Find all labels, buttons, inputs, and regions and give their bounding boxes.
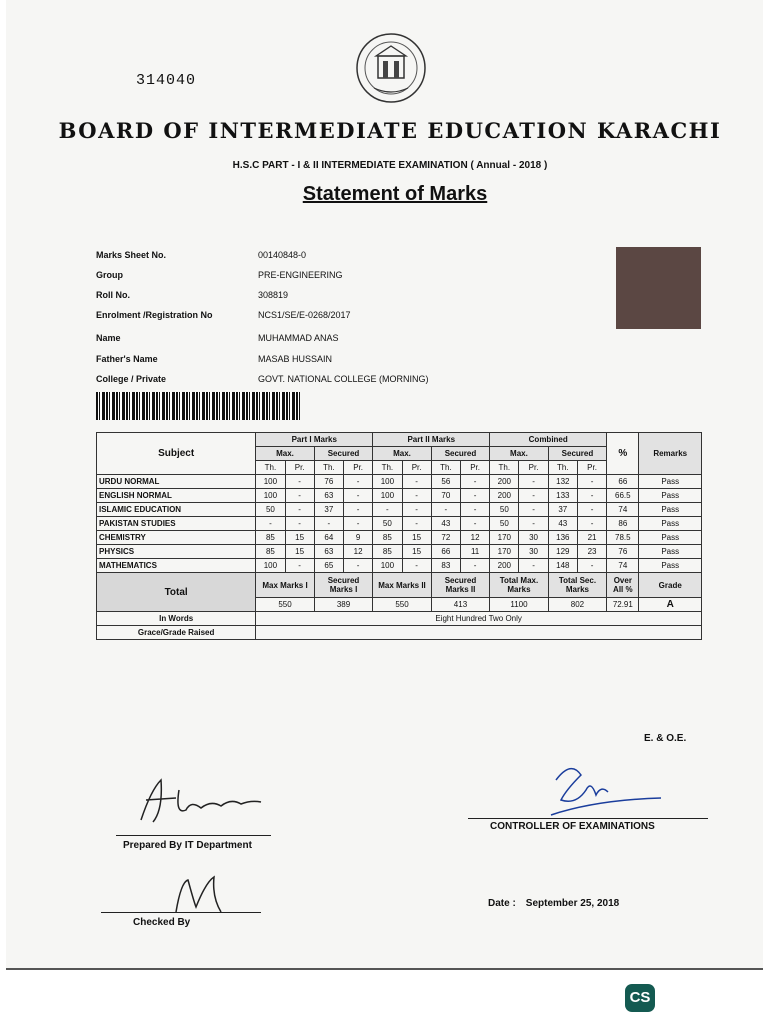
- mark-cell-c-sec-th: 148: [548, 559, 577, 573]
- total-value: 389: [314, 598, 373, 612]
- date-label: Date :: [488, 898, 516, 909]
- pr-header: Pr.: [577, 461, 606, 475]
- mark-cell-pct: 66: [607, 475, 639, 489]
- mark-cell-p2-max-th: 50: [373, 517, 402, 531]
- total-value: 550: [256, 598, 314, 612]
- p1-max-header: Max.: [256, 447, 314, 461]
- table-row: [97, 489, 702, 503]
- exam-title: H.S.C PART - I & II INTERMEDIATE EXAMINATION ( Annual - 2018 ): [232, 160, 548, 171]
- total-header: Total Max. Marks: [490, 573, 548, 598]
- total-header: Max Marks II: [373, 573, 431, 598]
- pr-header: Pr.: [460, 461, 489, 475]
- table-row: [97, 559, 702, 573]
- student-photo: [616, 247, 701, 329]
- subject-name: ENGLISH NORMAL: [97, 489, 256, 503]
- mark-cell-pct: 74: [607, 559, 639, 573]
- mark-cell-p2-max-pr: -: [402, 503, 431, 517]
- mark-cell-p1-max-th: 50: [256, 503, 285, 517]
- subject-name: PHYSICS: [97, 545, 256, 559]
- mark-cell-p1-max-pr: 15: [285, 531, 314, 545]
- mark-cell-pct: 66.5: [607, 489, 639, 503]
- prepared-by-signature: [131, 770, 271, 830]
- mark-cell-p2-max-th: 85: [373, 531, 402, 545]
- mark-cell-c-max-th: 170: [490, 545, 519, 559]
- mark-cell-c-sec-pr: 23: [577, 545, 606, 559]
- mark-cell-remarks: Pass: [639, 531, 702, 545]
- mark-cell-p2-max-th: -: [373, 503, 402, 517]
- total-header: Over All %: [607, 573, 639, 598]
- mark-cell-pct: 86: [607, 517, 639, 531]
- mark-cell-p2-sec-pr: 11: [460, 545, 489, 559]
- controller-signature: [546, 760, 676, 830]
- board-title: BOARD OF INTERMEDIATE EDUCATION KARACHI: [58, 118, 722, 143]
- marks-table: [96, 432, 702, 640]
- total-label: Total: [97, 573, 256, 612]
- th-header: Th.: [373, 461, 402, 475]
- mark-cell-p2-sec-th: 66: [431, 545, 460, 559]
- remarks-header: Remarks: [639, 433, 702, 475]
- mark-cell-p1-max-th: 100: [256, 489, 285, 503]
- mark-cell-p2-sec-th: -: [431, 503, 460, 517]
- subject-name: URDU NORMAL: [97, 475, 256, 489]
- mark-cell-c-max-th: 170: [490, 531, 519, 545]
- mark-cell-p2-sec-pr: -: [460, 489, 489, 503]
- date-value: September 25, 2018: [525, 898, 620, 909]
- group-value: PRE-ENGINEERING: [258, 270, 343, 280]
- subject-name: ISLAMIC EDUCATION: [97, 503, 256, 517]
- mark-cell-p1-max-pr: -: [285, 503, 314, 517]
- mark-cell-p2-max-th: 85: [373, 545, 402, 559]
- mark-cell-c-max-th: 50: [490, 503, 519, 517]
- pr-header: Pr.: [519, 461, 548, 475]
- total-header: Secured Marks II: [431, 573, 489, 598]
- college-value: GOVT. NATIONAL COLLEGE (MORNING): [258, 374, 429, 384]
- c-secured-header: Secured: [548, 447, 607, 461]
- mark-cell-p1-max-th: 100: [256, 475, 285, 489]
- total-value: A: [639, 598, 702, 612]
- prepared-by-label: Prepared By IT Department: [123, 840, 252, 851]
- part1-header: Part I Marks: [256, 433, 373, 447]
- mark-cell-c-max-pr: -: [519, 475, 548, 489]
- mark-cell-p1-sec-th: 63: [314, 489, 343, 503]
- mark-cell-p2-max-pr: -: [402, 559, 431, 573]
- controller-label: CONTROLLER OF EXAMINATIONS: [490, 821, 655, 832]
- mark-cell-pct: 74: [607, 503, 639, 517]
- mark-cell-p1-sec-pr: 9: [343, 531, 372, 545]
- th-header: Th.: [548, 461, 577, 475]
- combined-header: Combined: [490, 433, 607, 447]
- mark-cell-p2-max-pr: -: [402, 475, 431, 489]
- mark-cell-p1-max-pr: -: [285, 559, 314, 573]
- p1-secured-header: Secured: [314, 447, 373, 461]
- mark-cell-p1-sec-pr: -: [343, 503, 372, 517]
- name-value: MUHAMMAD ANAS: [258, 333, 339, 343]
- eoe-label: E. & O.E.: [644, 733, 687, 744]
- mark-cell-p2-max-th: 100: [373, 475, 402, 489]
- mark-cell-c-sec-pr: -: [577, 489, 606, 503]
- mark-cell-c-sec-pr: 21: [577, 531, 606, 545]
- mark-cell-c-max-th: 50: [490, 517, 519, 531]
- mark-cell-remarks: Pass: [639, 489, 702, 503]
- th-header: Th.: [256, 461, 285, 475]
- mark-cell-p1-max-pr: 15: [285, 545, 314, 559]
- total-header: Max Marks I: [256, 573, 314, 598]
- mark-cell-p1-max-th: 85: [256, 545, 285, 559]
- mark-cell-p1-sec-th: 64: [314, 531, 343, 545]
- mark-cell-p2-sec-th: 43: [431, 517, 460, 531]
- mark-cell-c-sec-pr: -: [577, 517, 606, 531]
- controller-line: [468, 818, 708, 819]
- prepared-by-line: [116, 835, 271, 836]
- enrolment-value: NCS1/SE/E-0268/2017: [258, 310, 351, 320]
- mark-cell-p1-max-th: 100: [256, 559, 285, 573]
- total-value: 72.91: [607, 598, 639, 612]
- serial-number: 314040: [136, 72, 197, 89]
- in-words-label: In Words: [97, 612, 256, 626]
- total-header: Secured Marks I: [314, 573, 373, 598]
- marks-sheet: [6, 0, 763, 970]
- pr-header: Pr.: [343, 461, 372, 475]
- checked-by-line: [101, 912, 261, 913]
- subject-name: MATHEMATICS: [97, 559, 256, 573]
- pr-header: Pr.: [285, 461, 314, 475]
- mark-cell-p2-max-pr: 15: [402, 545, 431, 559]
- mark-cell-p1-sec-pr: 12: [343, 545, 372, 559]
- mark-cell-p1-sec-th: 65: [314, 559, 343, 573]
- p2-max-header: Max.: [373, 447, 431, 461]
- mark-cell-p2-max-pr: -: [402, 517, 431, 531]
- mark-cell-p2-sec-th: 83: [431, 559, 460, 573]
- roll-label: Roll No.: [96, 290, 130, 300]
- grace-value: [256, 626, 702, 640]
- mark-cell-remarks: Pass: [639, 503, 702, 517]
- mark-cell-p2-sec-pr: -: [460, 503, 489, 517]
- father-label: Father's Name: [96, 354, 158, 364]
- mark-cell-c-max-pr: -: [519, 559, 548, 573]
- mark-cell-p2-sec-th: 72: [431, 531, 460, 545]
- barcode: [96, 392, 300, 420]
- grace-label: Grace/Grade Raised: [97, 626, 256, 640]
- enrolment-label: Enrolment /Registration No: [96, 310, 213, 320]
- mark-cell-c-sec-th: 43: [548, 517, 577, 531]
- mark-cell-c-sec-th: 129: [548, 545, 577, 559]
- total-value: 413: [431, 598, 489, 612]
- subject-header: Subject: [97, 433, 256, 475]
- mark-cell-c-sec-pr: -: [577, 503, 606, 517]
- father-value: MASAB HUSSAIN: [258, 354, 333, 364]
- mark-cell-pct: 78.5: [607, 531, 639, 545]
- mark-cell-p2-sec-pr: 12: [460, 531, 489, 545]
- mark-cell-remarks: Pass: [639, 475, 702, 489]
- mark-cell-p1-sec-pr: -: [343, 559, 372, 573]
- mark-cell-p1-sec-pr: -: [343, 517, 372, 531]
- total-value: 1100: [490, 598, 548, 612]
- th-header: Th.: [490, 461, 519, 475]
- mark-cell-p1-sec-th: 37: [314, 503, 343, 517]
- board-logo-icon: [354, 30, 428, 110]
- mark-cell-c-sec-pr: -: [577, 559, 606, 573]
- subject-name: PAKISTAN STUDIES: [97, 517, 256, 531]
- mark-cell-c-max-pr: -: [519, 489, 548, 503]
- mark-cell-p1-sec-pr: -: [343, 489, 372, 503]
- c-max-header: Max.: [490, 447, 548, 461]
- mark-cell-p1-sec-th: -: [314, 517, 343, 531]
- mark-cell-c-max-th: 200: [490, 475, 519, 489]
- mark-cell-p2-max-pr: -: [402, 489, 431, 503]
- name-label: Name: [96, 333, 121, 343]
- mark-cell-p2-sec-th: 56: [431, 475, 460, 489]
- table-row: [97, 517, 702, 531]
- mark-cell-p2-sec-pr: -: [460, 517, 489, 531]
- subject-name: CHEMISTRY: [97, 531, 256, 545]
- mark-cell-p1-max-pr: -: [285, 475, 314, 489]
- table-row: [97, 531, 702, 545]
- th-header: Th.: [431, 461, 460, 475]
- date-line: [488, 898, 619, 909]
- table-row: [97, 503, 702, 517]
- mark-cell-p1-sec-th: 76: [314, 475, 343, 489]
- mark-cell-p2-sec-pr: -: [460, 475, 489, 489]
- total-value: 550: [373, 598, 431, 612]
- p2-secured-header: Secured: [431, 447, 489, 461]
- mark-cell-c-sec-th: 133: [548, 489, 577, 503]
- pr-header: Pr.: [402, 461, 431, 475]
- marks-sheet-value: 00140848-0: [258, 250, 307, 260]
- mark-cell-p1-sec-th: 63: [314, 545, 343, 559]
- total-value: 802: [548, 598, 607, 612]
- th-header: Th.: [314, 461, 343, 475]
- mark-cell-c-max-pr: 30: [519, 545, 548, 559]
- total-header: Total Sec. Marks: [548, 573, 607, 598]
- mark-cell-remarks: Pass: [639, 559, 702, 573]
- mark-cell-p2-sec-pr: -: [460, 559, 489, 573]
- mark-cell-c-sec-pr: -: [577, 475, 606, 489]
- mark-cell-c-max-th: 200: [490, 559, 519, 573]
- mark-cell-p2-sec-th: 70: [431, 489, 460, 503]
- camscanner-badge: CS: [625, 984, 655, 1012]
- mark-cell-p2-max-th: 100: [373, 489, 402, 503]
- percent-header: %: [607, 433, 639, 475]
- statement-title: Statement of Marks: [302, 183, 488, 205]
- mark-cell-c-max-th: 200: [490, 489, 519, 503]
- mark-cell-p2-max-pr: 15: [402, 531, 431, 545]
- in-words-value: Eight Hundred Two Only: [256, 612, 702, 626]
- roll-value: 308819: [258, 290, 289, 300]
- mark-cell-remarks: Pass: [639, 517, 702, 531]
- mark-cell-c-sec-th: 136: [548, 531, 577, 545]
- mark-cell-c-max-pr: 30: [519, 531, 548, 545]
- mark-cell-c-sec-th: 37: [548, 503, 577, 517]
- mark-cell-p1-max-th: -: [256, 517, 285, 531]
- table-row: [97, 545, 702, 559]
- mark-cell-c-sec-th: 132: [548, 475, 577, 489]
- college-label: College / Private: [96, 374, 167, 384]
- mark-cell-remarks: Pass: [639, 545, 702, 559]
- mark-cell-pct: 76: [607, 545, 639, 559]
- marks-sheet-label: Marks Sheet No.: [96, 250, 167, 260]
- group-label: Group: [96, 270, 123, 280]
- mark-cell-p2-max-th: 100: [373, 559, 402, 573]
- checked-by-label: Checked By: [133, 917, 191, 928]
- checked-by-signature: [166, 872, 246, 917]
- table-row: [97, 475, 702, 489]
- mark-cell-c-max-pr: -: [519, 503, 548, 517]
- mark-cell-p1-max-pr: -: [285, 489, 314, 503]
- mark-cell-p1-sec-pr: -: [343, 475, 372, 489]
- mark-cell-p1-max-th: 85: [256, 531, 285, 545]
- total-header: Grade: [639, 573, 702, 598]
- mark-cell-p1-max-pr: -: [285, 517, 314, 531]
- part2-header: Part II Marks: [373, 433, 490, 447]
- mark-cell-c-max-pr: -: [519, 517, 548, 531]
